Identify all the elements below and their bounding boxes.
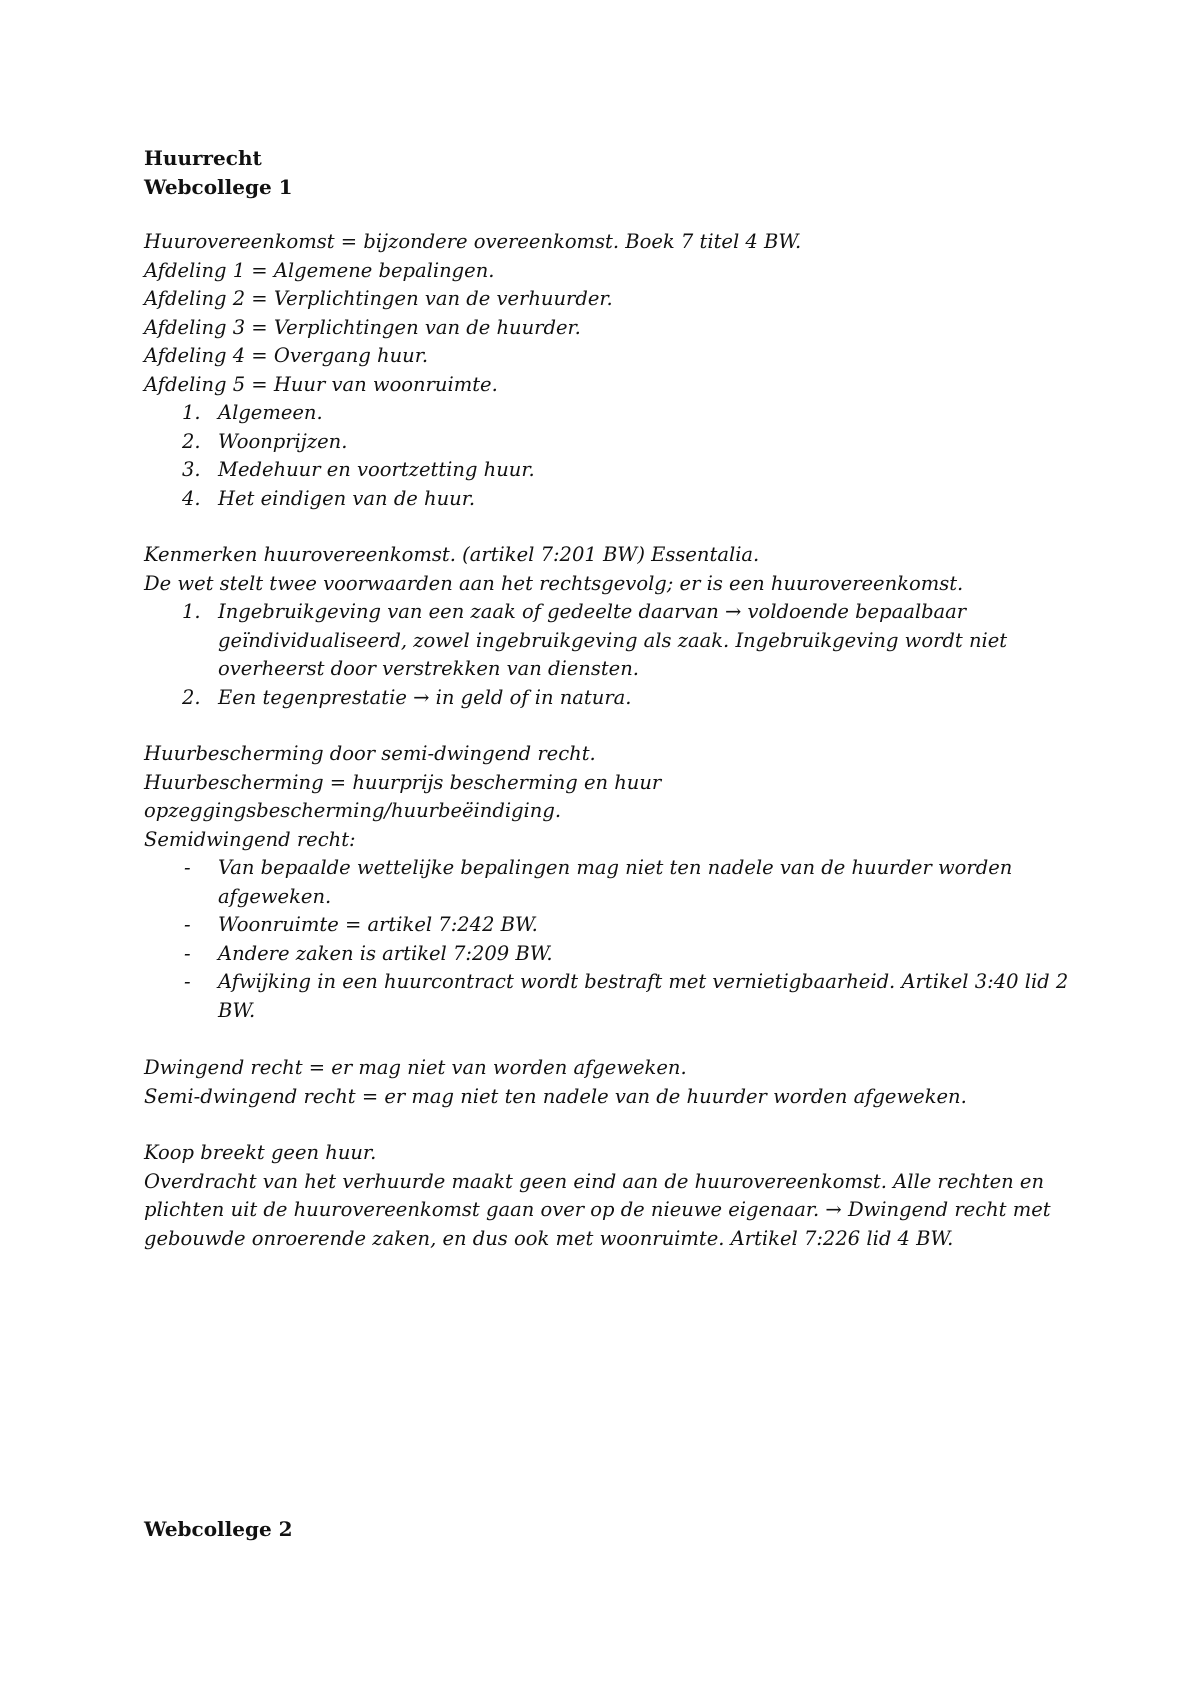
list-item	[144, 968, 1074, 1025]
intro-line: Huurovereenkomst = bijzondere overeenkomst. Boek 7 titel 4 BW.	[144, 230, 802, 253]
paragraph-line: Kenmerken huurovereenkomst. (artikel 7:201 BW) Essentalia.	[144, 543, 760, 566]
list-item	[144, 940, 1074, 969]
kenmerken-numbered-list	[144, 598, 1074, 712]
list-item-text: Algemeen.	[218, 401, 323, 424]
list-item-text: Andere zaken is artikel 7:209 BW.	[218, 941, 553, 965]
list-item-text: Ingebruikgeving van een zaak of gedeelte daarvan → voldoende bepaalbaar geïndividualiseerd, zowel ingebruikgeving als zaak. Ingebruikgeving wordt niet overheerst door verstrekken van diensten.	[218, 600, 1008, 680]
paragraph-line: Koop breekt geen huur.	[144, 1141, 377, 1164]
list-item	[144, 684, 1074, 713]
list-item-text: Afwijking in een huurcontract wordt bestraft met vernietigbaarheid. Artikel 3:40 lid 2 BW.	[218, 970, 1069, 1022]
paragraph-line: Huurbescherming door semi-dwingend recht.	[144, 742, 596, 765]
semidwingend-bullet-list	[144, 854, 1074, 1025]
section-heading-webcollege-1: Webcollege 1	[144, 174, 293, 199]
afdeling5-numbered-list	[144, 399, 1074, 513]
list-item-text: Woonruimte = artikel 7:242 BW.	[218, 913, 538, 936]
intro-line: Afdeling 3 = Verplichtingen van de huurder.	[144, 315, 581, 339]
paragraph-line: Overdracht van het verhuurde maakt geen eind aan de huurovereenkomst. Alle rechten en plichten uit de huurovereenkomst gaan over op de nieuwe eigenaar. → Dwingend recht met gebouwde onroerende zaken, en dus ook met woonruimte. Artikel 7:226 lid 4 BW.	[144, 1169, 1051, 1250]
paragraph-line: De wet stelt twee voorwaarden aan het rechtsgevolg; er is een huurovereenkomst.	[144, 571, 964, 595]
list-marker: 1.	[182, 600, 201, 623]
list-item	[144, 456, 1074, 485]
list-item	[144, 428, 1074, 457]
list-item	[144, 485, 1074, 514]
list-marker: -	[184, 913, 191, 936]
list-marker: 2.	[182, 685, 201, 709]
list-item	[144, 598, 1074, 684]
list-marker: 2.	[182, 429, 201, 453]
koop-block	[144, 1139, 1074, 1253]
list-marker: -	[184, 941, 191, 965]
huurbescherming-block	[144, 740, 1074, 1025]
intro-line: Afdeling 4 = Overgang huur.	[144, 344, 429, 367]
list-marker: -	[184, 970, 191, 993]
paragraph-line: Huurbescherming = huurprijs bescherming en huur opzeggingsbescherming/huurbeëindiging.	[144, 770, 662, 822]
list-item	[144, 911, 1074, 940]
document-page	[144, 0, 1074, 1698]
intro-line: Afdeling 5 = Huur van woonruimte.	[144, 372, 498, 396]
list-item	[144, 399, 1074, 428]
dwingend-block	[144, 1054, 1074, 1111]
list-marker: 3.	[182, 458, 201, 481]
paragraph-line: Dwingend recht = er mag niet van worden afgeweken.	[144, 1056, 687, 1079]
list-item-text: Van bepaalde wettelijke bepalingen mag niet ten nadele van de huurder worden afgeweken.	[218, 856, 1013, 908]
list-marker: 4.	[182, 486, 201, 510]
intro-line: Afdeling 2 = Verplichtingen van de verhuurder.	[144, 287, 613, 310]
intro-block	[144, 228, 1074, 513]
list-item-text: Het eindigen van de huur.	[218, 486, 476, 510]
section-heading-webcollege-2: Webcollege 2	[144, 1517, 293, 1541]
intro-line: Afdeling 1 = Algemene bepalingen.	[144, 258, 495, 282]
list-item-text: Medehuur en voortzetting huur.	[218, 458, 535, 481]
list-marker: 1.	[182, 401, 201, 424]
document-title: Huurrecht	[144, 146, 262, 170]
list-item	[144, 854, 1074, 911]
kenmerken-block	[144, 541, 1074, 712]
list-item-text: Een tegenprestatie → in geld of in natura.	[218, 685, 632, 709]
paragraph-line: Semi-dwingend recht = er mag niet ten nadele van de huurder worden afgeweken.	[144, 1084, 967, 1108]
list-marker: -	[184, 856, 191, 879]
list-item-text: Woonprijzen.	[218, 429, 348, 453]
paragraph-line: Semidwingend recht:	[144, 827, 356, 851]
